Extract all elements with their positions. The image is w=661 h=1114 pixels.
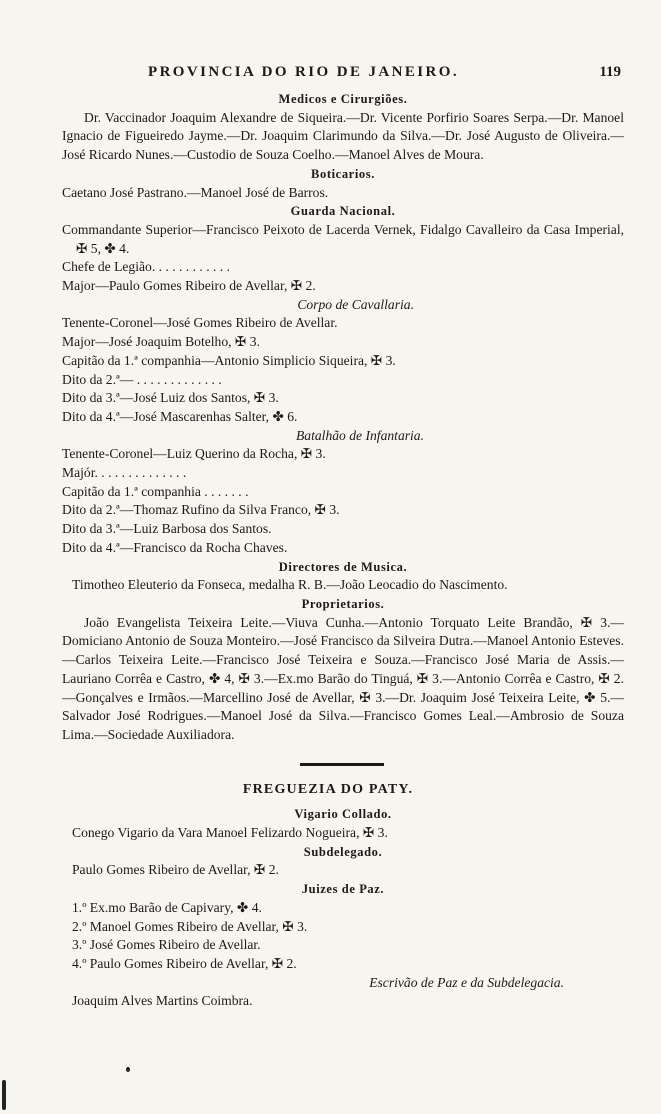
list-item: Capitão da 1.ª companhia . . . . . . . xyxy=(62,483,249,499)
paty-title: FREGUEZIA DO PATY. xyxy=(242,781,414,797)
list-item: Major—José Joaquim Botelho, ✠ 3. xyxy=(62,334,260,350)
list-item: Majór. . . . . . . . . . . . . . xyxy=(62,465,187,481)
list-item: Tenente-Coronel—José Gomes Ribeiro de Avellar. xyxy=(62,315,338,331)
paty-escrivao: Joaquim Alves Martins Coimbra. xyxy=(72,993,253,1009)
paty-heading-escrivao: Escrivão de Paz e da Subdelegacia. xyxy=(369,974,564,990)
print-speck xyxy=(126,1067,130,1072)
paragraph-boticarios: Caetano José Pastrano.—Manoel José de Barros. xyxy=(62,184,329,200)
subheading-infantaria: Batalhão de Infantaria. xyxy=(296,427,424,443)
entry-major: Major—Paulo Gomes Ribeiro de Avellar, ✠ 2. xyxy=(62,278,316,294)
paty-heading-vigario: Vigario Collado. xyxy=(294,807,392,822)
divider-rule xyxy=(300,763,384,766)
list-item: Dito da 3.ª—José Luiz dos Santos, ✠ 3. xyxy=(62,390,279,406)
paragraph-proprietarios: João Evangelista Teixeira Leite.—Viuva Cunha.—Antonio Torquato Leite Brandão, ✠ 3.—Domiciano Antonio de Souza Monteiro.—José Francisco da Silveira Dutra.—Manoel Antonio Esteves.—Carlos Teixeira Leite.—Francisco José Teixeira e Souza.—Francisco José Maria de Assis.—Lauriano Corrêa e Castro, ✤ 4, ✠ 3.—Ex.mo Barão do Tinguá, ✠ 3.—Antonio Corrêa e Castro, ✠ 2.—Gonçalves e Irmãos.—Marcellino José de Avellar, ✠ 3.—Dr. Joaquim José Teixeira Leite, ✤ 5.—Salvador José Rodrigues.—Manoel José da Silva.—Francisco Gomes Leal.—Ambrosio de Souza Lima.—Sociedade Auxiliadora. xyxy=(62,614,624,742)
paty-heading-subdelegado: Subdelegado. xyxy=(303,844,383,859)
section-heading-boticarios: Boticarios. xyxy=(311,166,375,181)
section-divider xyxy=(62,745,624,781)
section-heading-proprietarios: Proprietarios. xyxy=(301,596,385,611)
entry-commandante: Commandante Superior—Francisco Peixoto de Lacerda Vernek, Fidalgo Cavalleiro da Casa Imperial, ✠ 5, ✤ 4. xyxy=(62,221,624,256)
list-item: 4.º Paulo Gomes Ribeiro de Avellar, ✠ 2. xyxy=(72,955,297,971)
document-body xyxy=(62,90,624,1011)
entry-chefe: Chefe de Legião. . . . . . . . . . . . xyxy=(62,259,230,275)
section-heading-musica: Directores de Musica. xyxy=(278,559,408,574)
list-item: Capitão da 1.ª companhia—Antonio Simplicio Siqueira, ✠ 3. xyxy=(62,352,396,368)
paragraph-musica: Timotheo Eleuterio da Fonseca, medalha R. B.—João Leocadio do Nascimento. xyxy=(72,577,508,593)
subheading-cavallaria: Corpo de Cavallaria. xyxy=(297,296,414,312)
page-number: 119 xyxy=(599,64,621,80)
paty-heading-juizes: Juizes de Paz. xyxy=(301,882,385,897)
running-header xyxy=(0,64,661,86)
list-item: Dito da 2.ª— . . . . . . . . . . . . . xyxy=(62,371,222,387)
paty-vigario: Conego Vigario da Vara Manoel Felizardo Nogueira, ✠ 3. xyxy=(72,825,388,841)
list-item: 2.º Manoel Gomes Ribeiro de Avellar, ✠ 3. xyxy=(72,918,308,934)
paragraph-medicos: Dr. Vaccinador Joaquim Alexandre de Siqueira.—Dr. Vicente Porfirio Soares Serpa.—Dr. Manoel Ignacio de Figueiredo Jayme.—Dr. Joaquim Clarimundo da Silva.—Dr. José Augusto de Oliveira.—José Ricardo Nunes.—Custodio de Souza Coelho.—Manoel Alves de Moura. xyxy=(62,109,624,163)
list-item: Dito da 4.ª—Francisco da Rocha Chaves. xyxy=(62,539,288,555)
paty-subdelegado: Paulo Gomes Ribeiro de Avellar, ✠ 2. xyxy=(72,862,279,878)
list-item: Dito da 3.ª—Luiz Barbosa dos Santos. xyxy=(62,521,272,537)
page-title: PROVINCIA DO RIO DE JANEIRO. xyxy=(148,64,459,80)
section-heading-guarda: Guarda Nacional. xyxy=(290,204,396,219)
list-item: 3.º José Gomes Ribeiro de Avellar. xyxy=(72,937,261,953)
print-speck xyxy=(2,1080,6,1110)
list-item: Dito da 4.ª—José Mascarenhas Salter, ✤ 6. xyxy=(62,408,298,424)
section-heading-medicos: Medicos e Cirurgiões. xyxy=(278,92,408,106)
list-item: Tenente-Coronel—Luiz Querino da Rocha, ✠ 3. xyxy=(62,446,326,462)
list-item: 1.º Ex.mo Barão de Capivary, ✤ 4. xyxy=(72,899,262,915)
list-item: Dito da 2.ª—Thomaz Rufino da Silva Franco, ✠ 3. xyxy=(62,502,340,518)
